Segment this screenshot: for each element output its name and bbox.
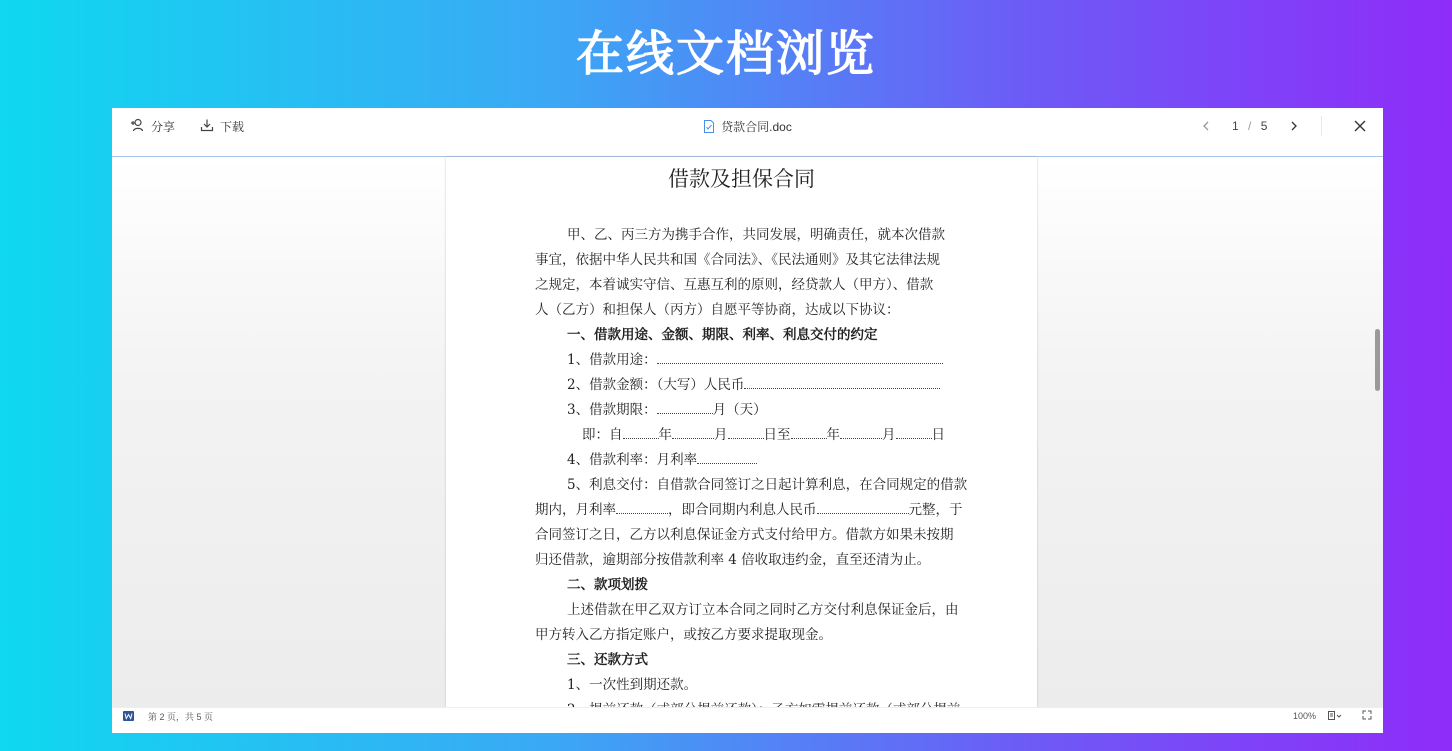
field-label: 2、借款金额：（大写）人民币 (567, 377, 745, 393)
page-info: 第 2 页，共 5 页 (148, 712, 214, 722)
doc-line: 合同签订之日，乙方以利息保证金方式支付给甲方。借款方如果未按期 (535, 527, 954, 543)
add-user-icon (130, 118, 151, 135)
total-pages: 5 (1260, 119, 1269, 133)
chevron-left-icon (1202, 121, 1210, 131)
date-text: 日 (931, 427, 945, 443)
blank-line (657, 351, 943, 364)
doc-file-icon (703, 120, 715, 133)
doc-line (567, 448, 757, 468)
text-span: 期内，月利率 (535, 502, 616, 518)
doc-line: 甲、乙、丙三方为携手合作，共同发展，明确责任，就本次借款 (567, 227, 945, 243)
word-icon (123, 711, 134, 721)
download-label: 下载 (220, 119, 245, 134)
blank-line (896, 426, 932, 439)
field-label: 3、借款期限： (567, 402, 657, 418)
status-bar (112, 707, 1383, 724)
document-title: 借款及担保合同 (668, 167, 815, 191)
chevron-right-icon (1290, 121, 1298, 131)
current-page: 1 (1232, 119, 1240, 133)
share-label: 分享 (151, 119, 176, 134)
blank-line (657, 401, 713, 414)
close-icon (1354, 120, 1366, 132)
doc-line (582, 423, 945, 443)
prev-page-button[interactable] (1198, 118, 1214, 134)
field-label: 4、借款利率：月利率 (567, 452, 698, 468)
date-text: 年 (658, 427, 672, 443)
doc-line: 之规定，本着诚实守信、互惠互利的原则，经贷款人（甲方）、借款 (535, 277, 934, 293)
toolbar-divider (1321, 116, 1322, 136)
document-page (446, 157, 1037, 717)
close-button[interactable] (1351, 117, 1369, 135)
next-page-button[interactable] (1286, 118, 1302, 134)
doc-line: 5、利息交付：自借款合同签订之日起计算利息，在合同规定的借款 (567, 477, 968, 493)
date-text: 即：自 (582, 427, 623, 443)
doc-line: 上述借款在甲乙双方订立本合同之同时乙方交付利息保证金后，由 (567, 602, 959, 618)
blank-line (672, 426, 714, 439)
page-navigator (1198, 108, 1302, 144)
vertical-scrollbar[interactable] (1375, 329, 1380, 391)
blank-line (697, 451, 757, 464)
layout-icon[interactable] (1328, 711, 1342, 722)
section-heading: 一、借款用途、金额、期限、利率、利息交付的约定 (567, 327, 878, 343)
text-span: ，即合同期内利息人民币 (668, 502, 817, 518)
fullscreen-icon[interactable] (1362, 710, 1372, 722)
blank-line (744, 376, 940, 389)
date-text: 月 (714, 427, 728, 443)
download-icon (200, 118, 220, 135)
document-canvas[interactable] (112, 156, 1383, 708)
page-separator: / (1248, 119, 1253, 133)
hero-title: 在线文档浏览 (575, 26, 876, 82)
download-button[interactable] (200, 108, 244, 144)
doc-line: 事宜，依据中华人民共和国《合同法》、《民法通则》及其它法律法规 (535, 252, 940, 268)
section-heading: 二、款项划拨 (567, 577, 648, 593)
blank-line (840, 426, 882, 439)
toolbar (112, 108, 1383, 157)
file-name: 贷款合同.doc (721, 119, 792, 134)
date-text: 月 (882, 427, 896, 443)
doc-line: 甲方转入乙方指定账户，或按乙方要求提取现金。 (535, 627, 832, 643)
doc-line (567, 348, 943, 368)
file-title (112, 108, 1383, 144)
doc-line (535, 498, 963, 518)
share-button[interactable] (130, 108, 175, 144)
zoom-level[interactable]: 100% (1293, 711, 1317, 721)
page-counter (1232, 119, 1268, 133)
blank-line (817, 501, 909, 514)
text-span: 元整，于 (908, 502, 963, 518)
doc-line: 人（乙方）和担保人（丙方）自愿平等协商，达成以下协议： (535, 302, 900, 318)
field-label: 1、借款用途： (567, 352, 657, 368)
blank-line (616, 501, 668, 514)
blank-line (728, 426, 764, 439)
doc-line: 1、一次性到期还款。 (567, 677, 698, 693)
doc-line (567, 373, 940, 393)
blank-line (791, 426, 827, 439)
date-text: 年 (826, 427, 840, 443)
section-heading: 三、还款方式 (567, 652, 648, 668)
document-viewer-window (112, 108, 1383, 733)
window-bottom-edge (112, 723, 1383, 733)
doc-line: 归还借款，逾期部分按借款利率 4 倍收取违约金，直至还清为止。 (535, 552, 931, 568)
date-text: 日至 (763, 427, 791, 443)
field-label: 月（天） (712, 402, 767, 418)
doc-line (567, 398, 767, 418)
blank-line (623, 426, 659, 439)
